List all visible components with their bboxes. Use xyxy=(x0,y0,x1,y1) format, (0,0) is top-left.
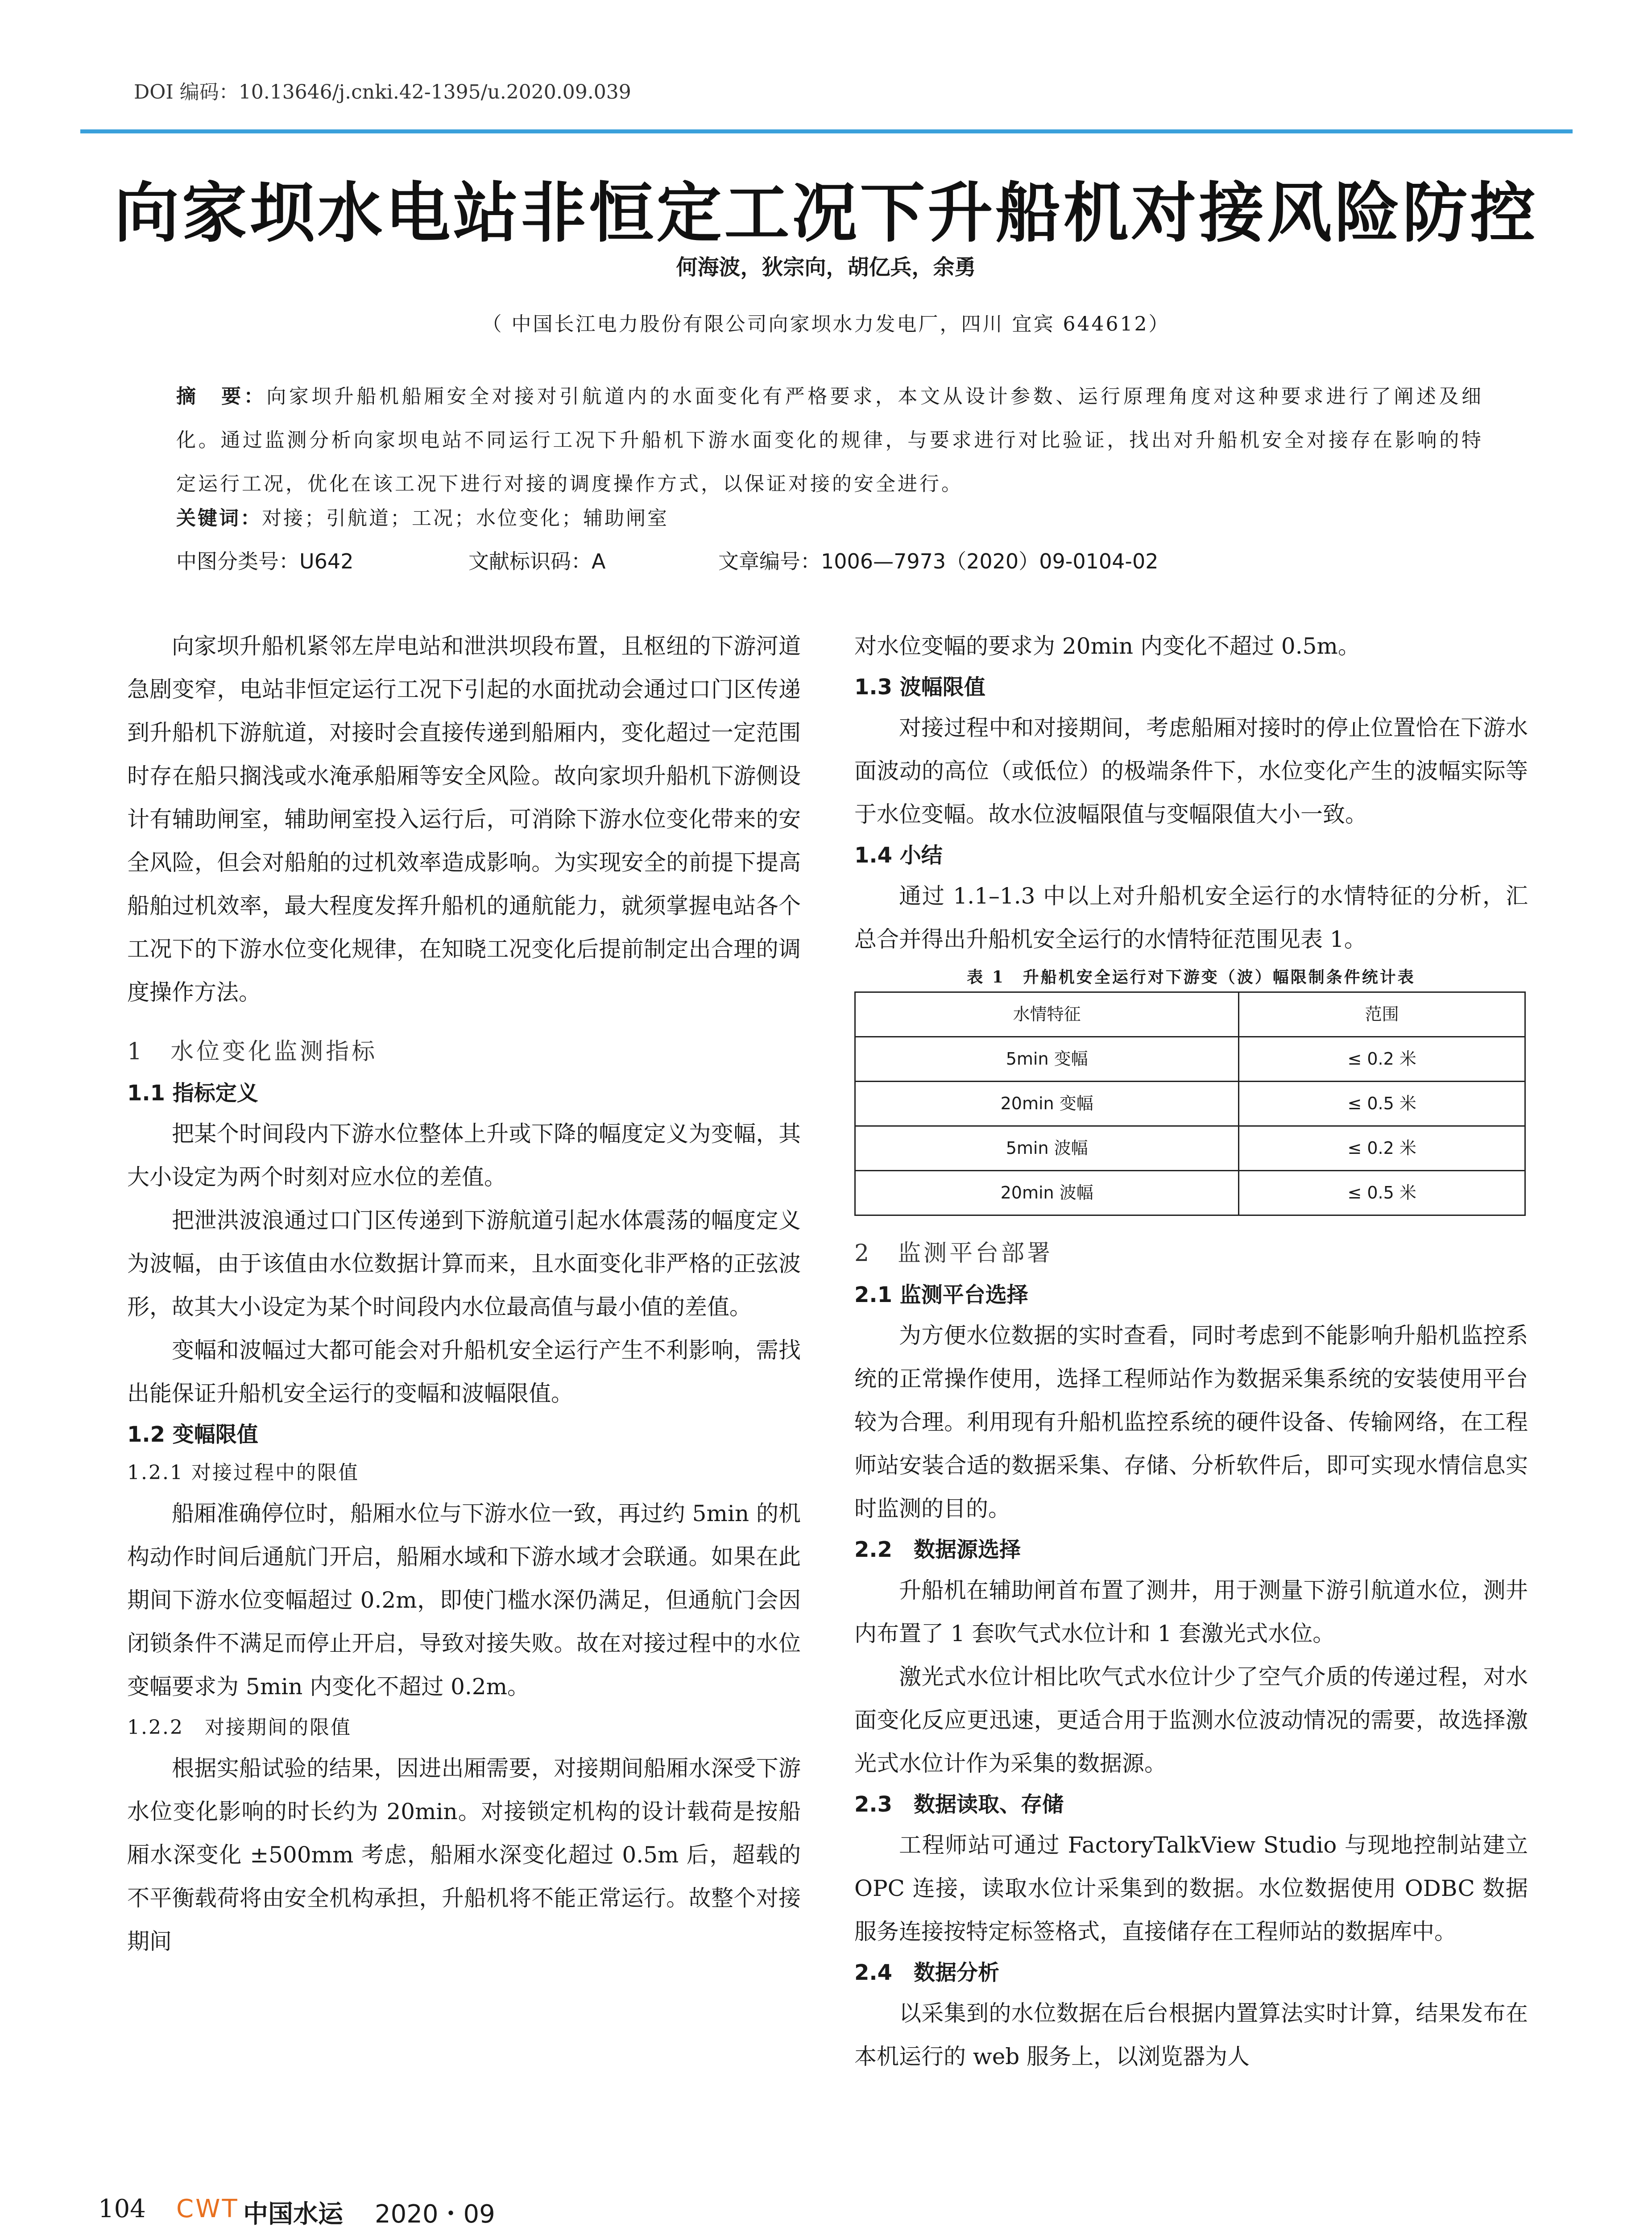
paper-title: 向家坝水电站非恒定工况下升船机对接风险防控 xyxy=(114,175,1538,251)
subsection-heading-1-4: 1.4 小结 xyxy=(854,843,943,868)
issue-date: 2020・09 xyxy=(375,2200,495,2229)
abstract-text: 向家坝升船机船厢安全对接对引航道内的水面变化有严格要求，本文从设计参数、运行原理角度对这种要求进行了阐述及细化。通过监测分析向家坝电站不同运行工况下升船机下游水面变化的规律，与要求进行对比验证，找出对升船机安全对接存在影响的特定运行工况，优化在该工况下进行对接的调度操作方式，以保证对接的安全进行。 xyxy=(176,385,1484,495)
subsection-heading-1-2: 1.2 变幅限值 xyxy=(127,1422,258,1447)
table-cell: ≤ 0.2 米 xyxy=(1239,1037,1525,1082)
page-number: 104 xyxy=(98,2194,146,2223)
table-header-cell: 范围 xyxy=(1239,992,1525,1037)
keywords-label: 关键词： xyxy=(176,507,262,530)
table-cell: 5min 波幅 xyxy=(855,1126,1239,1171)
paragraph: 船厢准确停位时，船厢水位与下游水位一致，再过约 5min 的机构动作时间后通航门开启，船厢水域和下游水域才会联通。如果在此期间下游水位变幅超过 0.2m，即使门槛水深仍满足，但通航门会因闭锁条件不满足而停止开启，导致对接失败。故在对接过程中的水位变幅要求为 5min 内变化不超过 0.2m。 xyxy=(127,1501,801,1700)
paragraph: 变幅和波幅过大都可能会对升船机安全运行产生不利影响，需找出能保证升船机安全运行的变幅和波幅限值。 xyxy=(127,1337,801,1406)
paragraph: 激光式水位计相比吹气式水位计少了空气介质的传递过程，对水面变化反应更迅速，更适合用于监测水位波动情况的需要，故选择激光式水位计作为采集的数据源。 xyxy=(854,1664,1528,1776)
paragraph: 通过 1.1–1.3 中以上对升船机安全运行的水情特征的分析，汇总合并得出升船机安全运行的水情特征范围见表 1。 xyxy=(854,883,1528,952)
paragraph: 把泄洪波浪通过口门区传递到下游航道引起水体震荡的幅度定义为波幅，由于该值由水位数据计算而来，且水面变化非严格的正弦波形，故其大小设定为某个时间段内水位最高值与最小值的差值。 xyxy=(127,1207,801,1320)
doi-line: DOI 编码：10.13646/j.cnki.42-1395/u.2020.09.039 xyxy=(134,81,631,104)
abstract-label: 摘 要： xyxy=(176,385,267,408)
paragraph: 工程师站可通过 FactoryTalkView Studio 与现地控制站建立 OPC 连接，读取水位计采集到的数据。水位数据使用 ODBC 数据服务连接按特定标签格式，直接储存在工程师站的数据库中。 xyxy=(854,1832,1528,1945)
section-heading-1: 1 水位变化监测指标 xyxy=(127,1038,378,1065)
document-code: 文献标识码：A xyxy=(468,549,606,573)
paragraph: 以采集到的水位数据在后台根据内置算法实时计算，结果发布在本机运行的 web 服务上，以浏览器为人 xyxy=(854,2000,1528,2069)
paragraph: 为方便水位数据的实时查看，同时考虑到不能影响升船机监控系统的正常操作使用，选择工程师站作为数据采集系统的安装使用平台较为合理。利用现有升船机监控系统的硬件设备、传输网络，在工程师站安装合适的数据采集、存储、分析软件后，即可实现水情信息实时监测的目的。 xyxy=(854,1323,1528,1522)
table-cell: 20min 变幅 xyxy=(855,1082,1239,1126)
journal-logo-cwt: CWT xyxy=(176,2194,239,2223)
table-header-cell: 水情特征 xyxy=(855,992,1239,1037)
subsubsection-heading-1-2-1: 1.2.1 对接过程中的限值 xyxy=(127,1461,359,1484)
table-cell: ≤ 0.2 米 xyxy=(1239,1126,1525,1171)
subsection-heading-2-1: 2.1 监测平台选择 xyxy=(854,1282,1028,1307)
subsection-heading-2-3: 2.3 数据读取、存储 xyxy=(854,1792,1064,1817)
table-cell: ≤ 0.5 米 xyxy=(1239,1171,1525,1215)
subsection-heading-1-3: 1.3 波幅限值 xyxy=(854,675,985,700)
affiliation: （ 中国长江电力股份有限公司向家坝水力发电厂，四川 宜宾 644612） xyxy=(482,313,1170,336)
subsection-heading-2-4: 2.4 数据分析 xyxy=(854,1960,1000,1985)
keywords-text: 对接；引航道；工况；水位变化；辅助闸室 xyxy=(262,507,669,530)
left-column xyxy=(127,625,801,1963)
table-caption: 表 1 升船机安全运行对下游变（波）幅限制条件统计表 xyxy=(967,968,1416,987)
table-row xyxy=(855,1037,1525,1082)
header-rule xyxy=(80,129,1573,133)
paragraph: 对接过程中和对接期间，考虑船厢对接时的停止位置恰在下游水面波动的高位（或低位）的极端条件下，水位变化产生的波幅实际等于水位变幅。故水位波幅限值与变幅限值大小一致。 xyxy=(854,715,1528,827)
subsection-heading-1-1: 1.1 指标定义 xyxy=(127,1081,258,1106)
journal-name: 中国水运 xyxy=(243,2199,343,2229)
clc-number: 中图分类号：U642 xyxy=(176,549,354,573)
table-cell: ≤ 0.5 米 xyxy=(1239,1082,1525,1126)
abstract xyxy=(176,375,1483,506)
keywords xyxy=(176,502,669,531)
table-header-row xyxy=(855,992,1525,1037)
author-list: 何海波，狄宗向，胡亿兵，余勇 xyxy=(676,255,976,280)
subsection-heading-2-2: 2.2 数据源选择 xyxy=(854,1537,1021,1562)
paragraph: 升船机在辅助闸首布置了测井，用于测量下游引航道水位，测井内布置了 1 套吹气式水位计和 1 套激光式水位。 xyxy=(854,1577,1528,1646)
paragraph: 把某个时间段内下游水位整体上升或下降的幅度定义为变幅，其大小设定为两个时刻对应水位的差值。 xyxy=(127,1121,801,1190)
section-heading-2: 2 监测平台部署 xyxy=(854,1240,1053,1267)
table-cell: 5min 变幅 xyxy=(855,1037,1239,1082)
table-row xyxy=(855,1082,1525,1126)
limits-table xyxy=(854,991,1526,1216)
table-row xyxy=(855,1171,1525,1215)
table-cell: 20min 波幅 xyxy=(855,1171,1239,1215)
table-row xyxy=(855,1126,1525,1171)
intro-paragraph: 向家坝升船机紧邻左岸电站和泄洪坝段布置，且枢纽的下游河道急剧变窄，电站非恒定运行工况下引起的水面扰动会通过口门区传递到升船机下游航道，对接时会直接传递到船厢内，变化超过一定范围时存在船只搁浅或水淹承船厢等安全风险。故向家坝升船机下游侧设计有辅助闸室，辅助闸室投入运行后，可消除下游水位变化带来的安全风险，但会对船舶的过机效率造成影响。为实现安全的前提下提高船舶过机效率，最大程度发挥升船机的通航能力，就须掌握电站各个工况下的下游水位变化规律，在知晓工况变化后提前制定出合理的调度操作方法。 xyxy=(127,633,801,1005)
paragraph-continued: 对水位变幅的要求为 20min 内变化不超过 0.5m。 xyxy=(854,633,1360,659)
paragraph: 根据实船试验的结果，因进出厢需要，对接期间船厢水深受下游水位变化影响的时长约为 20min。对接锁定机构的设计载荷是按船厢水深变化 ±500mm 考虑，船厢水深变化超过 0.5m 后，超载的不平衡载荷将由安全机构承担，升船机将不能正常运行。故整个对接期间 xyxy=(127,1755,801,1954)
subsubsection-heading-1-2-2: 1.2.2 对接期间的限值 xyxy=(127,1716,352,1739)
right-column xyxy=(854,625,1528,2078)
article-number: 文章编号：1006—7973（2020）09-0104-02 xyxy=(718,549,1159,573)
